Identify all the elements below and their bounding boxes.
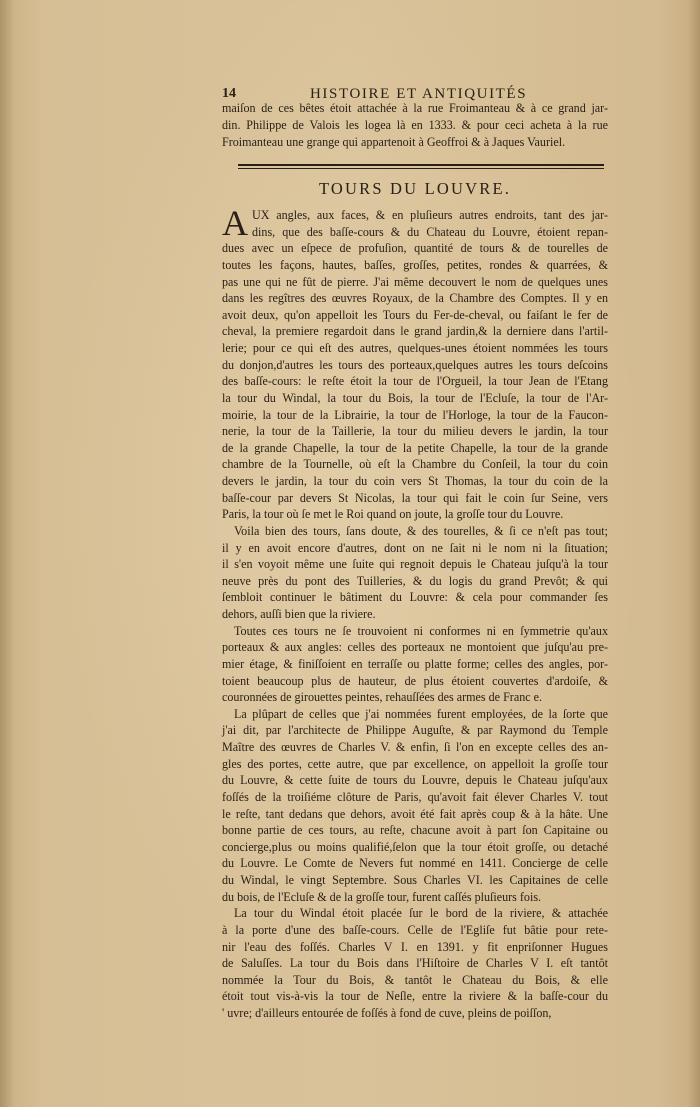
text-line: ſembloit continuer le bâtiment du Louvre: & cela pour commander ſes bbox=[222, 590, 608, 605]
text-line: du donjon,d'autres les tours des porteaux,quelques autres les tours deſcoins bbox=[222, 357, 608, 372]
text-line: neuve près du pont des Tuilleries, & du logis du grand Prevôt; & qui bbox=[222, 573, 608, 588]
continued-paragraph bbox=[222, 100, 608, 150]
text-line: Maître des œuvres de Charles V. & enfin, ſi l'on en excepte celles des an- bbox=[222, 740, 608, 754]
text-line: du Louvre. Le Comte de Nevers fut nommé en 1411. Concierge de celle bbox=[222, 856, 608, 871]
text-line: toient beaucoup plus de hauteur, de plus étoient couvertes d'ardoiſe, & bbox=[222, 673, 608, 688]
text-line: j'ai dit, par l'architecte de Philippe Auguſte, & par Raymond du Temple bbox=[222, 723, 608, 738]
text-line: chambre de la Tournelle, où eſt la Chambre du Conſeil, la tour du coin bbox=[222, 457, 608, 472]
text-line: moirie, la tour de la Librairie, la tour de l'Horloge, la tour de la Faucon- bbox=[222, 407, 608, 422]
running-title: HISTOIRE ET ANTIQUITÉS bbox=[310, 86, 528, 102]
text-line: des baſſe-cours: le reſte étoit la tour de l'Orgueil, la tour Jean de l'Etang bbox=[222, 374, 608, 389]
text-line: de la grande Chapelle, la tour de la petite Chapelle, la tour de la grande bbox=[222, 440, 608, 455]
text-line: il s'en voyoit même une ſuite qui regnoit depuis le Chateau juſqu'à la tour bbox=[222, 557, 608, 572]
section-divider-thick bbox=[238, 164, 604, 166]
text-line: gles des portes, cette autre, que par excellence, on appelloit la groſſe tour bbox=[222, 756, 608, 771]
text-line: ' uvre; d'ailleurs entourée de foſſés à fond de cuve, pleins de poiſſon, bbox=[222, 1006, 552, 1020]
text-line: foſſés de la troiſiéme clôture de Paris, qu'avoit fait élever Charles V. tout bbox=[222, 789, 608, 804]
text-line: Voila bien des tours, ſans doute, & des tourelles, & ſi ce n'eſt pas tout; bbox=[234, 523, 608, 538]
text-line: la tour du Windal, la tour du Bois, la tour de l'Ecluſe, la tour de l'Ar- bbox=[222, 390, 608, 405]
text-line: Froimanteau une grange qui appartenoit à Geoffroi & à Jaques Vauriel. bbox=[222, 134, 566, 149]
text-line: avoit deux, qu'on appelloit les Tours du Fer-de-cheval, ou faiſant le fer de bbox=[222, 307, 608, 322]
text-line: dans les regîtres des œuvres Royaux, de la Chambre des Comptes. Il y en bbox=[222, 291, 608, 306]
text-line: lerie; pour ce qui eſt des autres, quelques-unes étoient nommées les tours bbox=[222, 341, 608, 355]
text-line: du Louvre, & cette ſuite de tours du Louvre, depuis le Chateau juſqu'aux bbox=[222, 773, 608, 788]
text-line: du bois, de l'Ecluſe & de la groſſe tour, furent caſſés pluſieurs fois. bbox=[222, 889, 542, 904]
text-line: toutes les façons, hautes, baſſes, groſſes, petites, rondes & quarrées, & bbox=[222, 257, 608, 272]
text-line: baſſe-cour par devers St Nicolas, la tour qui fait le coin ſur Seine, vers bbox=[222, 490, 608, 505]
text-line: nommée la Tour du Bois, & tantôt le Chateau du Bois, & elle bbox=[222, 972, 608, 987]
text-line: La plûpart de celles que j'ai nommées furent employées, de la ſorte que bbox=[234, 706, 608, 721]
text-line: de Saluſſes. La tour du Bois dans l'Hiſtoire de Charles V I. eſt tantôt bbox=[222, 956, 608, 971]
text-line: din. Philippe de Valois les logea là en 1333. & pour ceci acheta à la rue bbox=[222, 117, 608, 132]
text-line: porteaux & aux angles: celles des porteaux ne montoient que juſqu'au pre- bbox=[222, 640, 608, 655]
text-line: nerie, la tour de la Taillerie, la tour du milieu devers le jardin, la tour bbox=[222, 424, 608, 439]
section-title: TOURS DU LOUVRE. bbox=[318, 179, 512, 198]
text-line: dues avec un eſpece de profuſion, quantité de tours & de tourelles de bbox=[222, 241, 608, 256]
drop-cap: A bbox=[222, 203, 248, 243]
text-line: il y en avoit encore d'autres, dont on ne ſait ni le nom ni la ſituation; bbox=[222, 540, 608, 555]
text-line: bonne partie de ces tours, au reſte, chacune avoit à part ſon Capitaine ou bbox=[222, 823, 608, 838]
text-line: La tour du Windal étoit placée ſur le bord de la riviere, & attachée bbox=[234, 906, 608, 921]
section-divider-thin bbox=[238, 168, 604, 169]
text-line: UX angles, aux faces, & en pluſieurs autres endroits, tant des jar- bbox=[252, 208, 608, 222]
text-line: couronnées de girouettes peintes, rehauſſées des armes de Franc e. bbox=[222, 690, 543, 705]
text-line: pas une qui ne fût de pierre. J'ai même decouvert le nom de quelques unes bbox=[222, 274, 608, 289]
section-body bbox=[222, 203, 608, 1022]
text-line: mier étage, & finiſſoient en terraſſe ou platte forme; celles des angles, por- bbox=[222, 656, 608, 671]
text-line: cheval, la premiere regardoit dans le grand jardin,& la derniere dans l'artil- bbox=[222, 324, 608, 339]
text-line: du Windal, le vingt Septembre. Sous Charles VI. les Capitaines de celle bbox=[222, 873, 608, 887]
text-line: dehors, auſſi bien que la riviere. bbox=[222, 607, 376, 621]
text-line: concierge,plus ou moins qualifié,ſelon que la tour étoit groſſe, ou detaché bbox=[222, 839, 608, 854]
text-line: étoit tout vis-à-vis la tour de Neſle, entre la riviere & la baſſe-cour du bbox=[222, 989, 608, 1004]
page-edge-shadow-left bbox=[0, 0, 14, 1107]
text-line: maiſon de ces bêtes étoit attachée à la rue Froimanteau & à ce grand jar- bbox=[222, 101, 608, 115]
text-line: devers le jardin, la tour du coin vers St Thomas, la tour du coin de la bbox=[222, 474, 608, 488]
text-line: Paris, la tour où ſe met le Roi quand on joute, la groſſe tour du Louvre. bbox=[222, 507, 564, 522]
text-line: dins, que des baſſe-cours & du Chateau du Louvre, étoient repan- bbox=[252, 224, 608, 239]
page-edge-shadow-right bbox=[688, 0, 700, 1107]
text-line: Toutes ces tours ne ſe trouvoient ni conformes ni en ſymmetrie qu'aux bbox=[234, 623, 608, 638]
page-number: 14 bbox=[222, 86, 236, 101]
text-line: le reſte, tant dedans que dehors, avoit été fait après coup & à la hâte. Une bbox=[222, 806, 608, 821]
text-line: nir l'eau des foſſés. Charles V I. en 1391. y fit enpriſonner Hugues bbox=[222, 939, 608, 954]
text-line: à la porte d'une des baſſe-cours. Celle de l'Egliſe fut bâtie pour rete- bbox=[222, 922, 608, 937]
